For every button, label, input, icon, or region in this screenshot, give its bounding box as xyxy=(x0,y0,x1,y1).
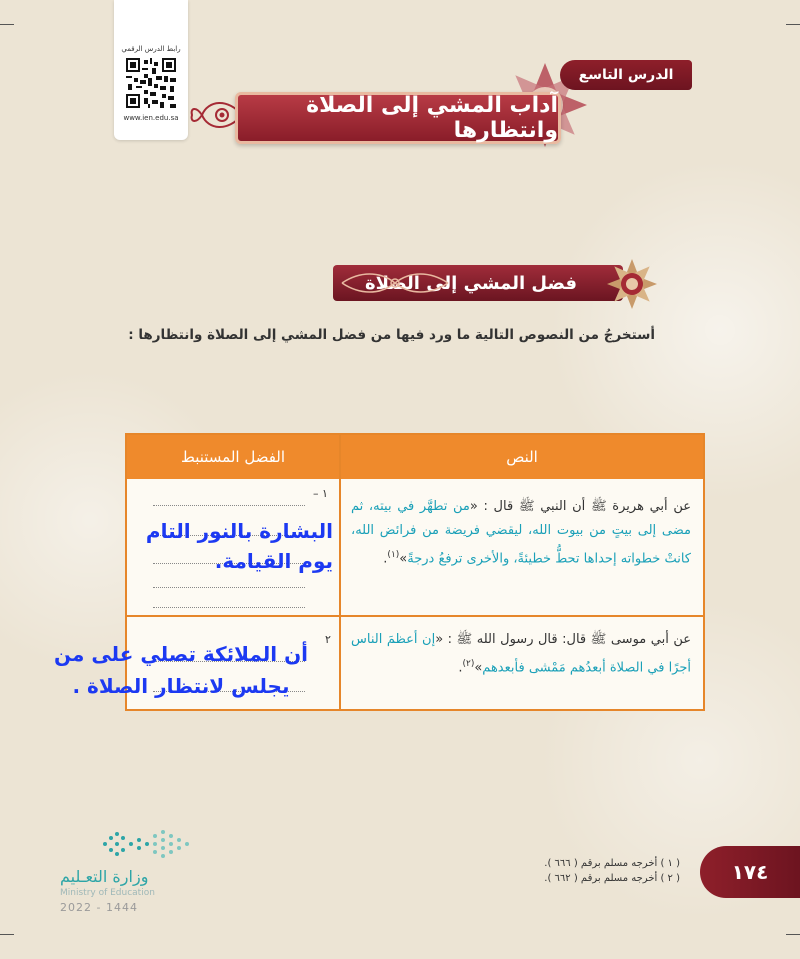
hadith-2-quote: إن أعظمَ الناس أجرًا في الصلاة أبعدُهم مَمْشى فأبعدهم xyxy=(351,632,691,676)
ministry-name-arabic: وزارة التعـليم xyxy=(60,867,149,886)
hadith-2-lead: عن أبي موسى ﷺ قال: قال رسول الله ﷺ : « xyxy=(435,632,691,647)
hadith-1-end: . xyxy=(383,551,388,567)
qr-code-icon[interactable] xyxy=(126,58,176,108)
hadith-1-quote: من تطهَّر في بيته، ثم مضى إلى بيتٍ من بيوت الله، ليقضي فريضة من فرائض الله، كانتْ خطواته إحداها تحطُّ خطيئةً، والأخرى ترفعُ درجةً xyxy=(351,499,691,567)
lesson-title: آداب المشي إلى الصلاة وانتظارها xyxy=(235,92,561,144)
digital-lesson-qr-box[interactable] xyxy=(114,0,188,140)
hadith-1-tail: » xyxy=(399,551,408,567)
ministry-name-english: Ministry of Education xyxy=(60,888,155,898)
page-number: ١٧٤ xyxy=(700,846,800,898)
hadith-1-lead: عن أبي هريرة ﷺ أن النبي ﷺ قال : « xyxy=(469,499,691,514)
footnote-ref-2: (٢) xyxy=(462,659,475,669)
instruction-text: أستخرجُ من النصوص التالية ما ورد فيها من فضل المشي إلى الصلاة وانتظارها : xyxy=(128,327,655,343)
answer-number-1: ١ – xyxy=(313,487,328,500)
section-flourish-ornament xyxy=(340,271,450,295)
crop-mark xyxy=(786,934,800,935)
qr-url[interactable]: www.ien.edu.sa xyxy=(123,114,179,122)
section-medallion-icon xyxy=(606,258,658,310)
edition-year: 2022 - 1444 xyxy=(60,901,138,914)
answer-number-2: ٢ xyxy=(325,633,331,646)
lesson-number-tag: الدرس التاسع xyxy=(560,60,692,90)
crop-mark xyxy=(0,934,14,935)
footnotes xyxy=(544,856,680,886)
crop-mark xyxy=(786,24,800,25)
hadith-text-1 xyxy=(351,495,691,571)
answer-line xyxy=(153,587,305,588)
footnote-ref-1: (١) xyxy=(387,550,400,560)
table-header-text: النص xyxy=(341,435,703,479)
footnote-2: ( ٢ ) أخرجه مسلم برقم ( ٦٦٢ ). xyxy=(544,873,680,884)
answer-1-field[interactable]: البشارة بالنور التام يوم القيامة. xyxy=(145,519,333,573)
qr-label: رابط الدرس الرقمي xyxy=(121,45,181,53)
hadith-2-tail: » xyxy=(474,660,483,676)
footnote-1: ( ١ ) أخرجه مسلم برقم ( ٦٦٦ ). xyxy=(544,858,680,869)
hadith-2-end: . xyxy=(458,660,463,676)
section-title: فضل المشي إلى الصلاة xyxy=(333,265,623,301)
ministry-logo-icon xyxy=(95,826,195,862)
crop-mark xyxy=(0,24,14,25)
answer-line xyxy=(153,607,305,608)
table-divider xyxy=(339,435,341,709)
table-divider xyxy=(127,615,703,617)
table-header-virtue: الفضل المستنبط xyxy=(127,435,339,479)
answer-line xyxy=(153,505,305,506)
hadith-text-2 xyxy=(351,628,691,680)
answer-2-field[interactable]: أن الملائكة تصلي على من يجلس لانتظار الصلاة . xyxy=(53,642,309,698)
